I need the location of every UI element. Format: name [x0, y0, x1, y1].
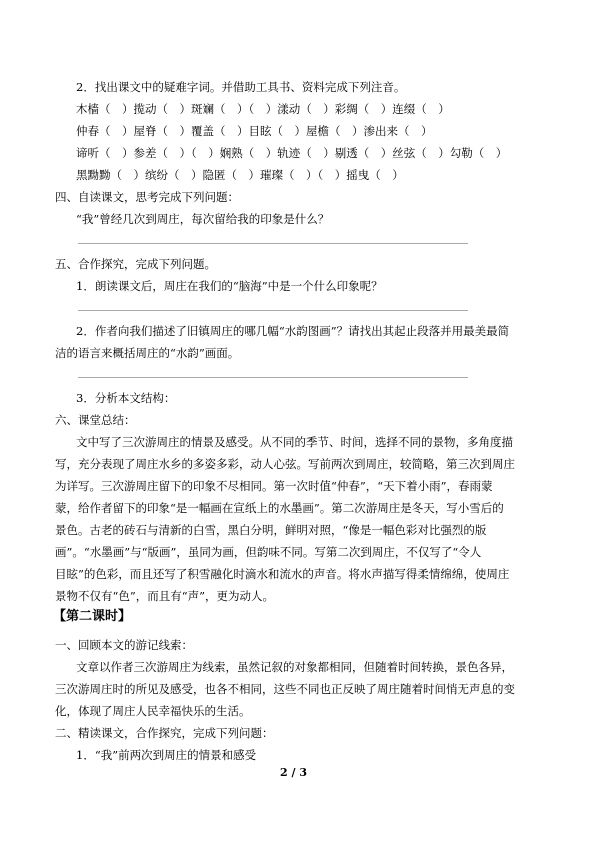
section5-q2-line1: 2．作者向我们描述了旧镇周庄的哪几幅“水韵图画”？请找出其起止段落并用最美最简 [76, 324, 510, 338]
summary-line-8: 景物不仅有“色”，而且有“声”，更为动人。 [55, 589, 275, 603]
section2-title: 2．找出课文中的疑难字词。并借助工具书、资料完成下列注音。 [76, 80, 406, 94]
lesson2-part2-q1: 1．“我”前两次到周庄的情景和感受 [76, 748, 257, 762]
lesson2-part1-line2: 三次游周庄时的所见及感受，也各不相同，这些不同也正反映了周庄随着时间悄无声息的变 [55, 682, 515, 696]
answer-line-3 [78, 377, 468, 378]
section4-title: 四、自读课文，思考完成下列问题： [55, 190, 239, 204]
summary-line-7: 目眩”的色彩，而且还写了积雪融化时滴水和流水的声音。将水声描写得柔情绵绵，使周庄 [55, 567, 510, 581]
section5-q1: 1．朗读课文后，周庄在我们的“脑海”中是一个什么印象呢？ [76, 279, 383, 293]
summary-line-1: 文中写了三次游周庄的情景及感受。从不同的季节、时间，选择不同的景物，多角度描 [76, 435, 513, 449]
lesson2-part1-line1: 文章以作者三次游周庄为线索，虽然记叙的对象都相同，但随着时间转换，景色各异， [76, 660, 513, 674]
lesson2-part1-title: 一、回顾本文的游记线索： [55, 638, 193, 652]
section5-title: 五、合作探究，完成下列问题。 [55, 257, 216, 271]
pinyin-row-4: 黑黝黝（ ）缤纷（ ）隐匿（ ）璀璨（ ）（ ）摇曳（ ） [76, 168, 404, 182]
summary-line-2: 写，充分表现了周庄水乡的多姿多彩，动人心弦。写前两次到周庄，较简略，第三次到周庄 [55, 457, 515, 471]
summary-line-3: 为详写。三次游周庄留下的印象不尽相同。第一次时值“仲春”，“天下着小雨”，春雨蒙 [55, 479, 493, 493]
section6-title: 六、课堂总结： [55, 413, 136, 427]
summary-line-4: 蒙，给作者留下的印象“是一幅画在宣纸上的水墨画”。第二次游周庄是冬天，写小雪后的 [55, 501, 504, 515]
lesson2-heading: 【第二课时】 [53, 609, 132, 624]
answer-line-1 [78, 243, 468, 244]
summary-line-6: 画”。“水墨画”与“版画”，虽同为画，但韵味不同。写第二次到周庄，不仅写了“令人 [55, 545, 482, 559]
pinyin-row-1: 木樯（ ）揽动（ ）斑斓（ ）（ ）漾动（ ）彩绸（ ）连缀（ ） [76, 102, 450, 116]
summary-line-5: 景色。古老的砖石与清新的白雪，黑白分明，鲜明对照，“像是一幅色彩对比强烈的版 [55, 523, 487, 537]
section5-q3: 3．分析本文结构： [76, 391, 176, 405]
lesson2-part2-title: 二、精读课文，合作探究，完成下列问题： [55, 726, 274, 740]
pinyin-row-2: 仲春（ ）屋脊（ ）覆盖（ ）目眩（ ）屋檐（ ）渗出来（ ） [76, 124, 433, 138]
answer-line-2 [78, 310, 468, 311]
section4-question: “我”曾经几次到周庄，每次留给我的印象是什么？ [76, 212, 330, 226]
lesson2-part1-line3: 化，体现了周庄人民幸福快乐的生活。 [55, 704, 251, 718]
pinyin-row-3: 谛听（ ）参差（ ）（ ）娴熟（ ）轨迹（ ）剔透（ ）丝弦（ ）勾勒（ ） [76, 146, 508, 160]
page-number: 2 / 3 [280, 766, 307, 779]
section5-q2-line2: 洁的语言来概括周庄的“水韵”画面。 [55, 346, 240, 360]
